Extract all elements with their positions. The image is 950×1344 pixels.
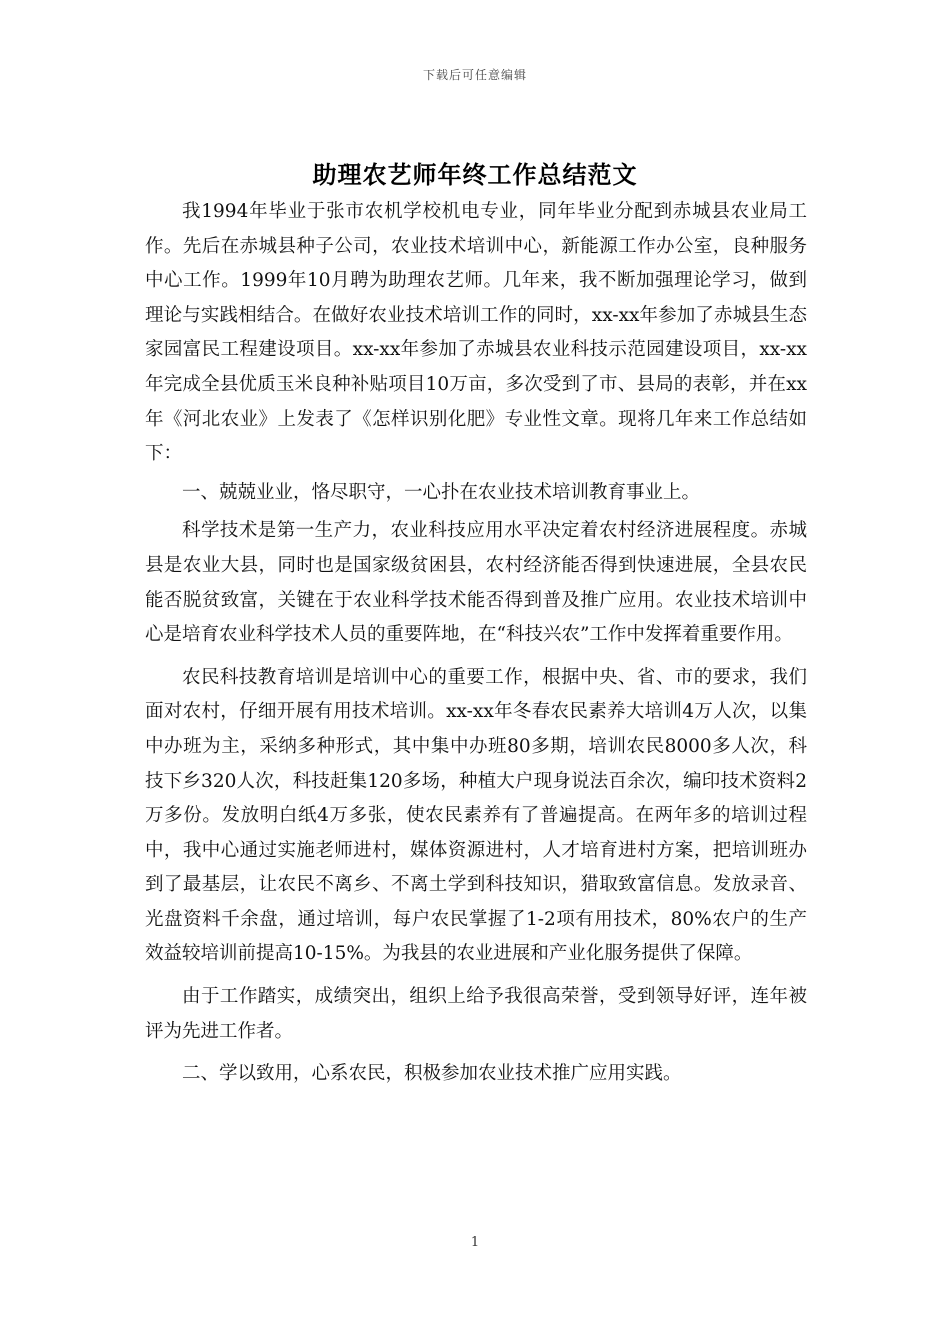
page-header-note: 下载后可任意编辑 [422,68,527,82]
document-body [145,195,807,1092]
paragraph-training: 农民科技教育培训是培训中心的重要工作，根据中央、省、市的要求，我们面对农村，仔细开展有用技术培训。xx-xx年冬春农民素养大培训4万人次，以集中办班为主，采纳多种形式，其中集中办班80多期，培训农民8000多人次，科技下乡320人次，科技赶集120多场，种植大户现身说法百余次，编印技术资料2万多份。发放明白纸4万多张，使农民素养有了普遍提高。在两年多的培训过程中，我中心通过实施老师进村，媒体资源进村，人才培育进村方案，把培训班办到了最基层，让农民不离乡、不离土学到科技知识，猎取致富信息。发放录音、光盘资料千余盘，通过培训，每户农民掌握了1-2项有用技术，80%农户的生产效益较培训前提高10-15%。为我县的农业进展和产业化服务提供了保障。 [145,666,807,965]
page-number: 1 [470,1235,480,1250]
section-heading-2: 二、学以致用，心系农民，积极参加农业技术推广应用实践。 [182,1063,682,1085]
paragraph-honors: 由于工作踏实，成绩突出，组织上给予我很高荣誉，受到领导好评，连年被评为先进工作者。 [145,986,807,1042]
document-title: 助理农艺师年终工作总结范文 [312,160,638,189]
paragraph-intro: 我1994年毕业于张市农机学校机电专业，同年毕业分配到赤城县农业局工作。先后在赤城县种子公司，农业技术培训中心，新能源工作办公室，良种服务中心工作。1999年10月聘为助理农艺师。几年来，我不断加强理论学习，做到理论与实践相结合。在做好农业技术培训工作的同时，xx-xx年参加了赤城县生态家园富民工程建设项目。xx-xx年参加了赤城县农业科技示范园建设项目，xx-xx年完成全县优质玉米良种补贴项目10万亩，多次受到了市、县局的表彰，并在xx年《河北农业》上发表了《怎样识别化肥》专业性文章。现将几年来工作总结如下： [145,201,807,465]
paragraph-tech: 科学技术是第一生产力，农业科技应用水平决定着农村经济进展程度。赤城县是农业大县，同时也是国家级贫困县，农村经济能否得到快速进展，全县农民能否脱贫致富，关键在于农业科学技术能否得到普及推广应用。农业技术培训中心是培育农业科学技术人员的重要阵地，在“科技兴农”工作中发挥着重要作用。 [145,520,807,646]
section-heading-1: 一、兢兢业业，恪尽职守，一心扑在农业技术培训教育事业上。 [182,481,701,503]
